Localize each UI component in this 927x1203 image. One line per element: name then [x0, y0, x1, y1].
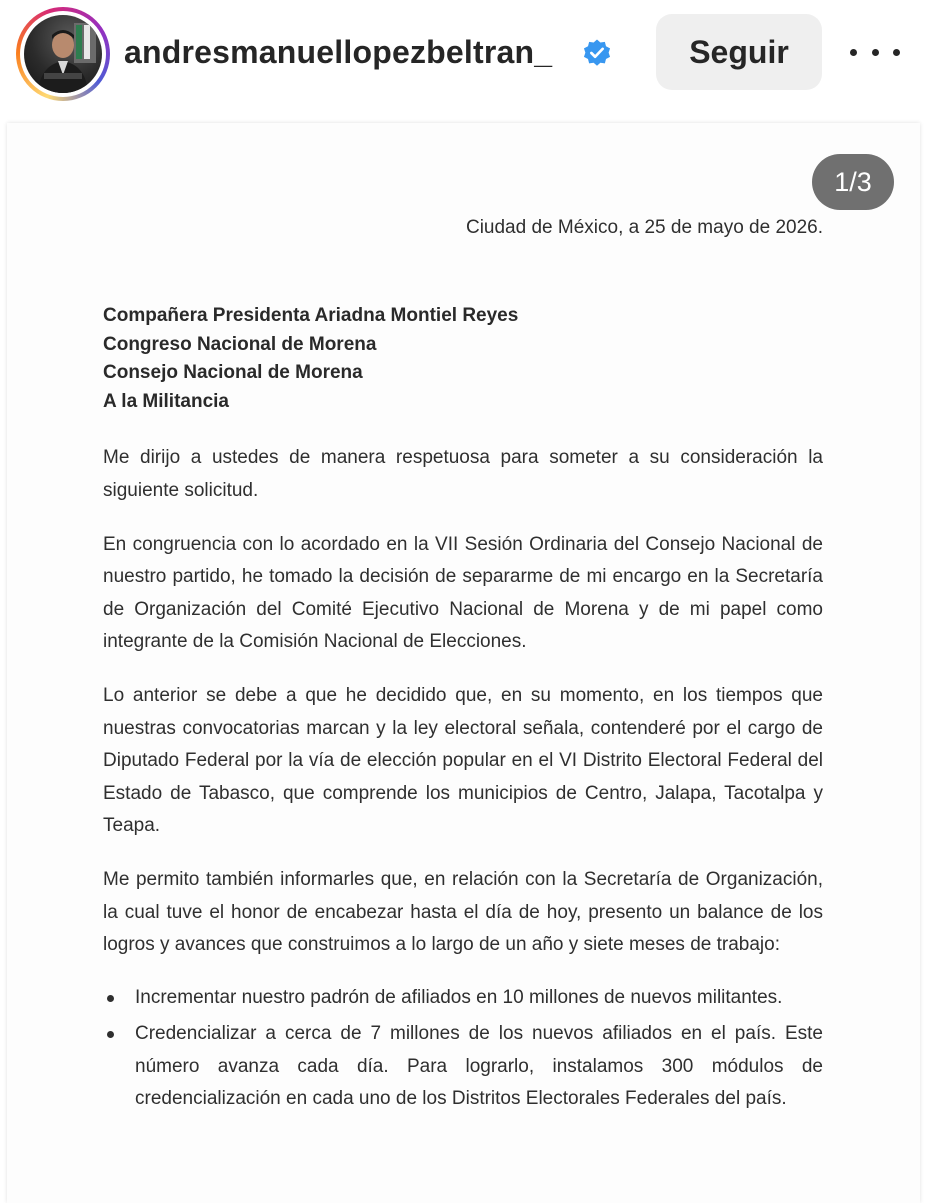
letter-recipients: [103, 302, 823, 416]
letter-paragraph: Lo anterior se debe a que he decidido que, en su momento, en los tiempos que nuestras convocatorias marcan y la ley electoral señala, contenderé por el cargo de Diputado Federal por la vía de elección popular en el VI Distrito Electoral Federal del Estado de Tabasco, que comprende los municipios de Centro, Jalapa, Tacotalpa y Teapa.: [103, 684, 823, 837]
avatar-frame: [20, 11, 106, 97]
list-item: Incrementar nuestro padrón de afiliados en 10 millones de nuevos militantes.: [103, 982, 823, 1015]
story-ring[interactable]: [16, 7, 110, 101]
more-dot: [893, 49, 900, 56]
recipient-line: Consejo Nacional de Morena: [103, 362, 363, 384]
verified-badge-icon: [582, 38, 612, 68]
letter-date: Ciudad de México, a 25 de mayo de 2026.: [465, 217, 823, 238]
letter-document: [103, 210, 823, 1120]
letter-paragraph: En congruencia con lo acordado en la VII Sesión Ordinaria del Consejo Nacional de nuestro partido, he tomado la decisión de separarme de mi encargo en la Secretaría de Organización del Comité Ejecutivo Nacional de Morena y de mi papel como integrante de la Comisión Nacional de Elecciones.: [103, 533, 823, 653]
more-options-icon[interactable]: [850, 34, 900, 70]
recipient-line: Compañera Presidenta Ariadna Montiel Reyes: [103, 305, 519, 326]
list-item: Credencializar a cerca de 7 millones de los nuevos afiliados en el país. Este número avanza cada día. Para lograrlo, instalamos 300 módulos de credencialización en cada uno de los Distritos Electorales Federales del país.: [103, 1018, 823, 1116]
avatar-portrait-icon: [24, 15, 102, 93]
letter-paragraph: Me dirijo a ustedes de manera respetuosa para someter a su consideración la siguiente solicitud.: [103, 447, 823, 501]
more-dot: [850, 49, 857, 56]
carousel-counter: 1/3: [812, 154, 894, 210]
follow-button[interactable]: Seguir: [656, 14, 822, 90]
avatar[interactable]: [24, 15, 102, 93]
more-dot: [872, 49, 879, 56]
post-header: [0, 0, 927, 116]
recipient-line: A la Militancia: [103, 390, 229, 412]
achievements-list: [103, 982, 823, 1116]
username[interactable]: andresmanuellopezbeltran_: [124, 34, 553, 70]
recipient-line: Congreso Nacional de Morena: [103, 333, 377, 355]
letter-paragraph: Me permito también informarles que, en relación con la Secretaría de Organización, la cual tuve el honor de encabezar hasta el día de hoy, presento un balance de los logros y avances que construimos a lo largo de un año y siete meses de trabajo:: [103, 868, 823, 956]
